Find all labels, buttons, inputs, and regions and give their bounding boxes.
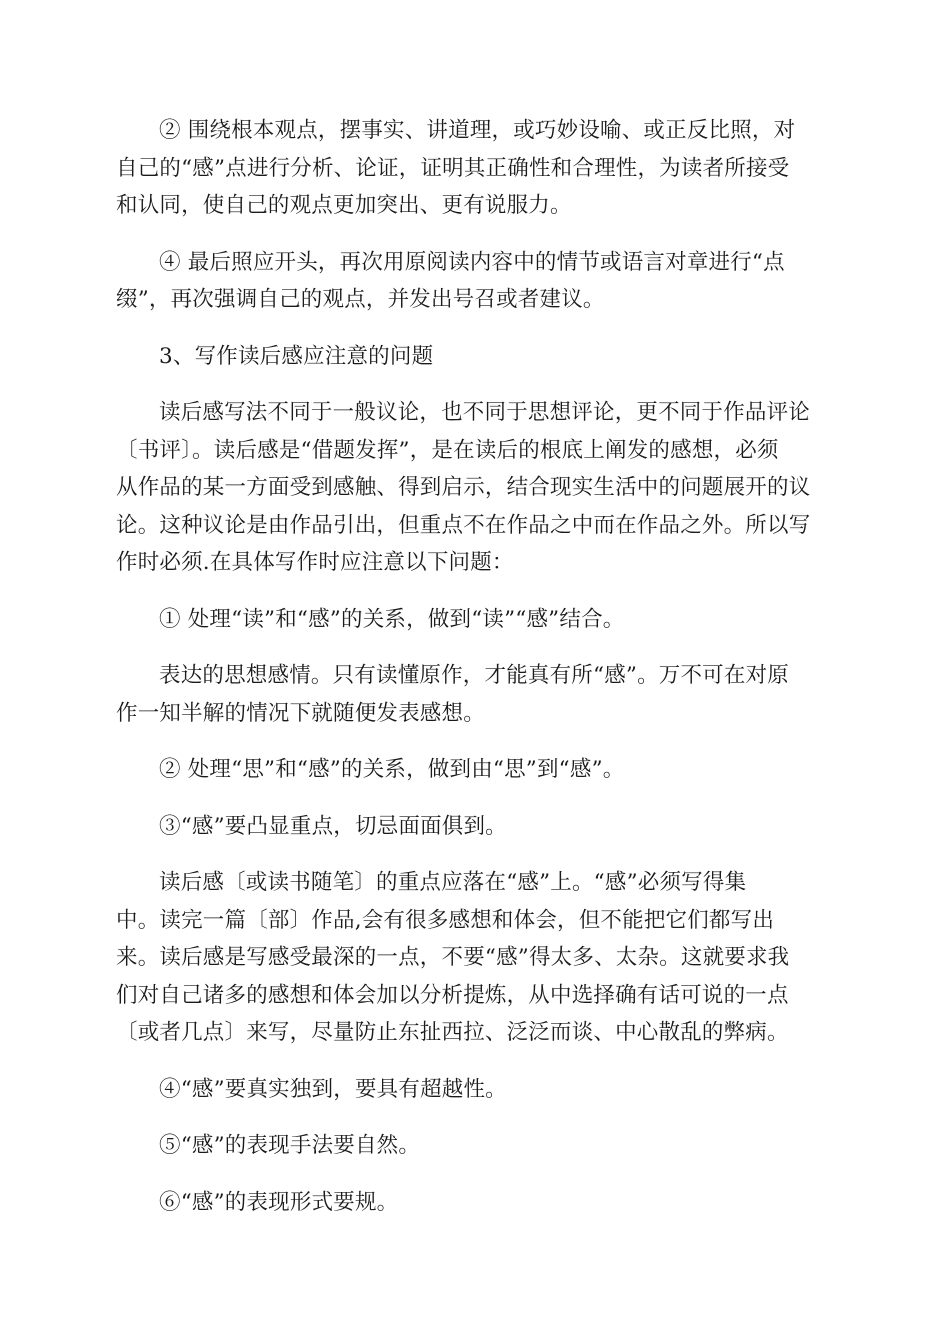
text-line: 们对自己诸多的感想和体会加以分析提炼，从中选择确有话可说的一点 <box>116 982 789 1008</box>
paragraph-support-argument <box>116 112 844 225</box>
text-line: 作一知半解的情况下就随便发表感想。 <box>116 700 485 726</box>
text-line: ④“感”要真实独到，要具有超越性。 <box>159 1076 507 1102</box>
text-line: ② 围绕根本观点，摆事实、讲道理，或巧妙设喻、或正反比照，对 <box>159 118 796 143</box>
section-heading <box>116 338 844 376</box>
text-line: 和认同，使自己的观点更加突出、更有说服力。 <box>116 193 572 218</box>
list-item-3 <box>116 808 844 846</box>
document-body <box>116 112 844 1240</box>
text-line: 来。读后感是写感受最深的一点，不要“感”得太多、太杂。这就要求我 <box>116 945 790 970</box>
text-line: 表达的思想感情。只有读懂原作，才能真有所“感”。万不可在对原 <box>159 663 789 688</box>
list-item-2 <box>116 751 844 789</box>
text-line: 从作品的某一方面受到感触、得到启示，结合现实生活中的问题展开的议 <box>116 475 811 500</box>
text-line: ⑤“感”的表现手法要自然。 <box>159 1133 421 1158</box>
list-item-1 <box>116 601 844 639</box>
text-line: 自己的“感”点进行分析、论证，证明其正确性和合理性，为读者所接受 <box>116 155 790 181</box>
text-line: 作时必须.在具体写作时应注意以下问题： <box>116 550 514 575</box>
paragraph-intro <box>116 394 844 582</box>
text-line: ③“感”要凸显重点，切忌面面俱到。 <box>159 813 507 839</box>
text-line: ① 处理“读”和“感”的关系，做到“读”“感”结合。 <box>159 606 625 632</box>
text-line: 读后感〔或读书随笔〕的重点应落在“感”上。“感”必须写得集 <box>159 870 747 895</box>
text-line: 〔书评〕。读后感是“借题发挥”，是在读后的根底上阐发的感想，必须 <box>116 437 779 463</box>
text-line: 〔或者几点〕来写，尽量防止东扯西拉、泛泛而谈、中心散乱的弊病。 <box>116 1020 789 1045</box>
text-line: 3、写作读后感应注意的问题 <box>159 343 434 369</box>
text-line: 中。读完一篇〔部〕作品,会有很多感想和体会，但不能把它们都写出 <box>116 907 775 933</box>
paragraph-conclusion <box>116 244 844 319</box>
list-item-4 <box>116 1071 844 1109</box>
paragraph-explanation <box>116 657 844 732</box>
list-item-5 <box>116 1127 844 1165</box>
text-line: 读后感写法不同于一般议论，也不同于思想评论，更不同于作品评论 <box>159 400 811 425</box>
text-line: ⑥“感”的表现形式要规。 <box>159 1189 399 1215</box>
text-line: 论。这种议论是由作品引出，但重点不在作品之中而在作品之外。所以写 <box>116 512 811 538</box>
text-line: 缀”，再次强调自己的观点，并发出号召或者建议。 <box>116 287 605 312</box>
paragraph-focus <box>116 864 844 1052</box>
text-line: ② 处理“思”和“感”的关系，做到由“思”到“感”。 <box>159 757 625 782</box>
text-line: ④ 最后照应开头，再次用原阅读内容中的情节或语言对章进行“点 <box>159 249 785 275</box>
list-item-6 <box>116 1184 844 1222</box>
